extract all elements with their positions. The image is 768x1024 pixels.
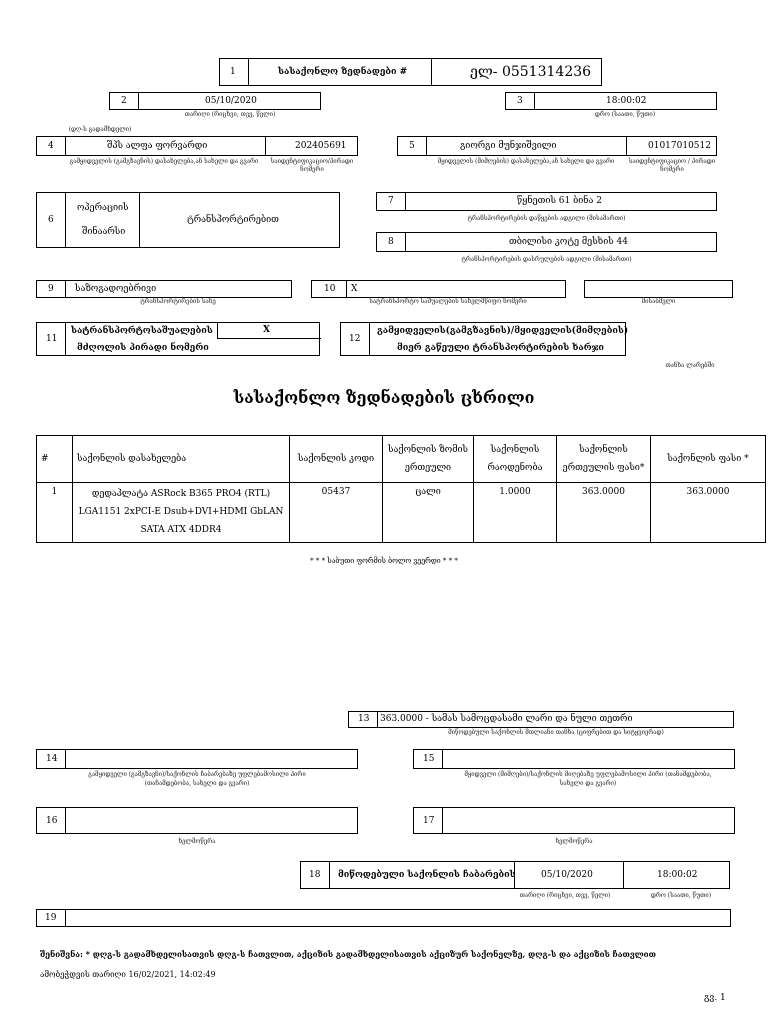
row-code: 05437 [290,483,383,543]
start-address-field [376,192,717,211]
delivery-label: მიწოდებული საქონლის ჩაბარების [338,870,516,880]
vehicle-number: X [351,284,358,294]
field-number-1: 1 [230,67,236,77]
field-number-16: 16 [46,816,58,826]
col-quantity-line1: საქონლის [490,445,540,455]
delivery-time-caption: დრო (საათი, წუთი) [650,892,712,899]
transport-type-field [36,280,292,298]
issue-time-caption: დრო (საათი, წუთი) [594,111,656,118]
row-unit: ცალი [383,483,474,543]
field-number-14: 14 [46,754,58,764]
field-number-8: 8 [388,237,394,247]
col-name: საქონლის დასახელება [73,436,290,483]
row-total: 363.0000 [651,483,766,543]
driver-id: X [263,325,270,335]
field-number-7: 7 [388,196,394,206]
vehicle-caption: სატრანსპორტო საშუალების სახელმწიფო ნომერი [369,298,527,305]
page-number: გვ. 1 [704,993,726,1003]
buyer-signature-caption: ხელმოწერა [555,838,593,845]
buyer-name: გიორგი მუნჯიშვილი [460,141,557,151]
delivery-time: 18:00:02 [657,870,698,880]
buyer-person-field [413,749,735,769]
seller-id-caption: საიდენტიფიკაციო/პირადი ნომერი [270,158,354,173]
seller-person-caption: გამყიდველი (გამგზავნი)/საქონლის ჩაბარებაზე უფლებამოსილი პირი [88,771,306,778]
buyer-person-caption-2: სახელი და გვარი) [559,780,617,787]
end-address-field [376,232,717,252]
row-name-line2: LGA1151 2xPCI-E Dsub+DVI+HDMI GbLAN [78,507,284,517]
seller-signature-field [36,807,358,834]
col-unit-price [557,436,651,483]
end-of-document-note: * * * საბუთი ფორმის ბოლო ვეერდი * * * [310,557,458,565]
buyer-id: 01017010512 [648,141,711,151]
field-number-6: 6 [48,215,54,225]
cost-caption: თანხა ლარებში [665,362,715,369]
delivery-date: 05/10/2020 [541,870,593,880]
row-name-line3: SATA ATX 4DDR4 [140,525,222,535]
vat-payer-caption: (დღ-ს გადამხდელი) [68,126,132,133]
col-unit-line1: საქონლის ზომის [387,445,468,455]
col-total: საქონლის ფასი * [651,436,766,483]
delivery-date-caption: თარიღი (რიცხვი, თვე, წელი) [519,892,611,899]
issue-date-caption: თარიღი (რიცხვი, თვე, წელი) [184,111,276,118]
operation-label-2: შინაარსი [82,227,126,237]
invoice-label: სასაქონლო ზედნადები # [278,67,408,77]
transport-type-caption: ტრანსპორტირების სახე [140,298,216,305]
issue-time: 18:00:02 [606,96,647,106]
start-address-caption: ტრანსპორტირების დაწყების ადგილი (მისამართი) [467,215,626,222]
start-address: წყნეთის 61 ბინა 2 [517,196,602,206]
buyer-field [397,136,717,156]
cost-label-2: მიერ გაწეული ტრანსპორტირების ხარჯი [397,343,604,353]
field-number-17: 17 [423,816,435,826]
footer-note: შენიშვნა: * დღგ-ს გადამხდელისათვის დღგ-ს ჩათვლით, აქციზის გადამხდელისათვის აქციზურ საქონელზე, დღგ-ს და აქციზის ჩათვლით [40,949,656,959]
total-field [348,711,734,728]
field-number-9: 9 [48,284,54,294]
table-row [37,483,766,543]
col-unit-price-line1: საქონლის [579,445,628,455]
seller-signature-caption: ხელმოწერა [178,838,216,845]
field-number-15: 15 [423,754,435,764]
issue-date-field [109,92,321,110]
buyer-signature-field [413,807,735,834]
trailer-field [584,280,733,298]
field-number-12: 12 [349,334,361,344]
end-address-caption: ტრანსპორტირების დასრულების ადგილი (მისამართი) [461,256,632,263]
issue-date: 05/10/2020 [205,96,257,106]
driver-label: სატრანსპორტოსაშუალების [71,326,213,336]
buyer-name-caption: მყიდველის (მიმღების) დასახელება,ან სახელი და გვარი [437,158,615,165]
seller-person-field [36,749,358,769]
row-name [73,483,290,543]
col-unit [383,436,474,483]
row-unit-price: 363.0000 [557,483,651,543]
field-number-11: 11 [46,334,58,344]
col-number: # [37,436,73,483]
field-number-13: 13 [358,714,370,724]
col-code: საქონლის კოდი [290,436,383,483]
driver-field [36,322,320,356]
operation-field [36,192,340,248]
row-number: 1 [37,483,73,543]
col-quantity [474,436,557,483]
print-date: ამობეჭდვის თარიღი 16/02/2021, 14:02:49 [40,970,216,979]
field-number-19: 19 [45,913,57,923]
field-number-10: 10 [324,284,336,294]
notes-field [36,909,731,927]
buyer-id-caption: საიდენტიფიკაციო / პირადი ნომერი [628,158,716,173]
col-quantity-line2: რაოდენობა [487,463,543,473]
table-title: სასაქონლო ზედნადების ცხრილი [233,388,535,407]
operation-label: ოპერაციის [77,203,129,213]
goods-table [36,435,766,543]
seller-field [36,136,358,156]
seller-id: 202405691 [295,141,347,151]
delivery-field [300,861,730,889]
col-unit-price-line2: ერთეულის ფასი* [562,463,645,473]
vehicle-field [311,280,566,298]
total-value: 363.0000 - სამას სამოცდასამი ლარი და ნული თეთრი [380,714,633,724]
invoice-number: ელ- 0551314236 [470,64,592,80]
col-unit-line2: ერთეული [404,463,452,473]
transport-type: საზოგადოებრივი [75,284,157,294]
trailer-caption: მისაბმელი [641,298,676,305]
operation-value: ტრანსპორტირებით [187,215,279,225]
seller-name-caption: გამყიდველის (გამგზავნის) დასახელება,ან სახელი და გვარი [69,158,259,165]
driver-label-2: მძღოლის პირადი ნომერი [77,343,209,353]
buyer-person-caption: მყიდველი (მიმღები)/საქონლის მიღებაზე უფლებამოსილი პირი (თანამდებობა, [464,771,712,778]
total-caption: მიწოდებული საქონლის მთლიანი თანხა (ციფრებით და სიტყვიერად) [448,729,664,736]
row-quantity: 1.0000 [474,483,557,543]
row-name-line1: დედაპლატა ASRock B365 PRO4 (RTL) [91,489,271,499]
field-number-18: 18 [309,870,321,880]
field-number-5: 5 [409,141,415,151]
field-number-4: 4 [48,141,54,151]
field-number-2: 2 [121,96,127,106]
seller-person-caption-2: (თანამდებობა, სახელი და გვარი) [144,780,250,787]
cost-label: გამყიდველის(გამგზავნის)/მყიდველის(მიმღების) [377,326,629,336]
issue-time-field [505,92,717,110]
end-address: თბილისი კოტე მესხის 44 [509,237,629,247]
table-header-row [37,436,766,483]
transport-cost-field [340,322,629,356]
seller-name: შპს ალფა ფორვარდი [107,141,208,151]
field-number-3: 3 [517,96,523,106]
invoice-header [219,58,602,86]
